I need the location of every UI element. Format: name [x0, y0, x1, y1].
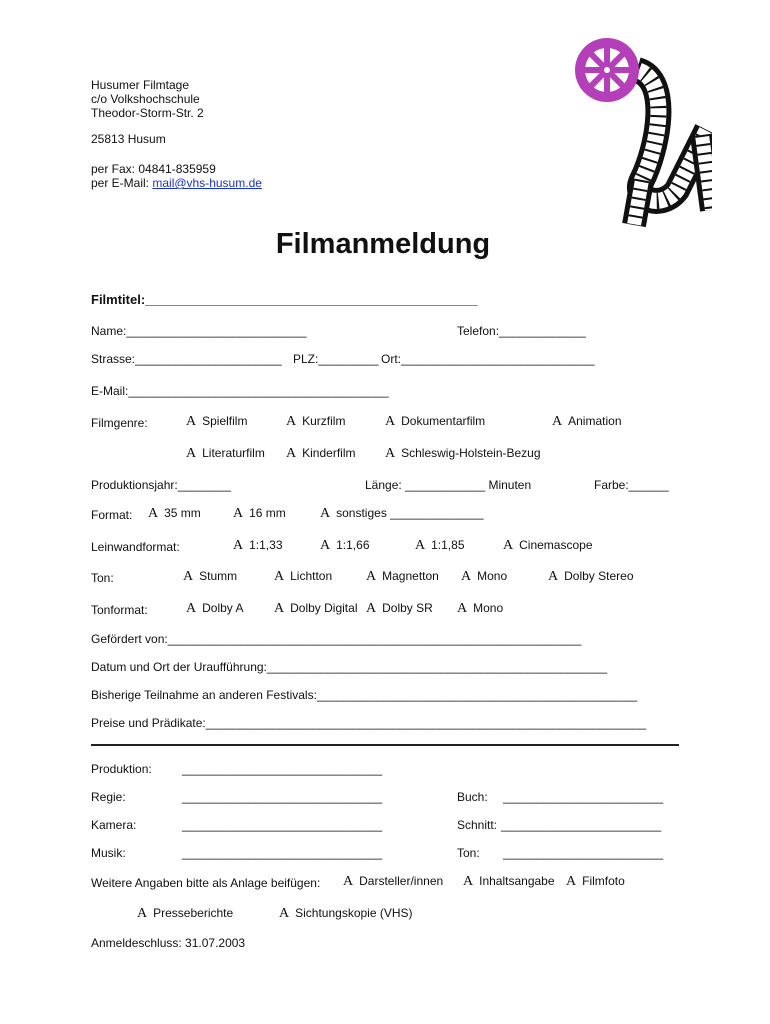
- filmgenre-label: Filmgenre:: [91, 416, 148, 430]
- filmtitel-field[interactable]: Filmtitel:______________________________________________: [91, 292, 478, 307]
- genre-option-kinderfilm[interactable]: [286, 446, 355, 462]
- regie-input[interactable]: ______________________________: [182, 790, 383, 804]
- format-option-35mm[interactable]: [148, 506, 201, 522]
- checkbox-icon[interactable]: A: [148, 506, 159, 521]
- genre-option-kurzfilm[interactable]: [286, 414, 345, 430]
- option-label: Stumm: [199, 569, 238, 583]
- sender-address: [91, 78, 262, 190]
- address-city: 25813 Husum: [91, 132, 166, 146]
- format-option-16mm[interactable]: [233, 506, 286, 522]
- checkbox-icon[interactable]: A: [566, 874, 577, 889]
- checkbox-icon[interactable]: A: [186, 446, 197, 461]
- address-line-1: Husumer Filmtage: [91, 78, 190, 92]
- email-prefix: per E-Mail:: [91, 176, 153, 190]
- checkbox-icon[interactable]: A: [366, 569, 377, 584]
- anlage-option-presseberichte[interactable]: [137, 906, 233, 922]
- ort-field[interactable]: Ort:_____________________________: [381, 352, 595, 366]
- ton-option-magnetton[interactable]: [366, 569, 439, 585]
- checkbox-icon[interactable]: A: [279, 906, 290, 921]
- checkbox-icon[interactable]: A: [233, 506, 244, 521]
- produktion-input[interactable]: ______________________________: [182, 762, 383, 776]
- option-label: 16 mm: [249, 506, 286, 520]
- option-label: Mono: [477, 569, 508, 583]
- checkbox-icon[interactable]: A: [286, 446, 297, 461]
- produktion-label: Produktion:: [91, 762, 152, 776]
- option-label: Animation: [568, 414, 622, 428]
- email-field[interactable]: E-Mail:_______________________________________: [91, 384, 389, 398]
- address-line-3: Theodor-Storm-Str. 2: [91, 106, 204, 120]
- strasse-field[interactable]: Strasse:______________________: [91, 352, 282, 366]
- option-label: Kinderfilm: [302, 446, 356, 460]
- option-label: Schleswig-Holstein-Bezug: [401, 446, 541, 460]
- checkbox-icon[interactable]: A: [320, 506, 331, 521]
- option-label: Inhaltsangabe: [479, 874, 555, 888]
- format-label: Format:: [91, 508, 133, 522]
- anlage-option-inhaltsangabe[interactable]: [463, 874, 555, 890]
- checkbox-icon[interactable]: A: [274, 569, 285, 584]
- checkbox-icon[interactable]: A: [233, 538, 244, 553]
- option-label: Lichtton: [290, 569, 333, 583]
- option-label: Magnetton: [382, 569, 439, 583]
- ton-crew-input[interactable]: ________________________: [503, 846, 664, 860]
- festivals-field[interactable]: Bisherige Teilnahme an anderen Festivals:________________________________________________: [91, 688, 638, 702]
- regie-label: Regie:: [91, 790, 126, 804]
- leinwand-option-cinemascope[interactable]: [503, 538, 593, 554]
- leinwand-option-185[interactable]: [415, 538, 465, 554]
- anlage-option-darsteller[interactable]: [343, 874, 443, 890]
- section-divider: [91, 744, 679, 746]
- email-link[interactable]: mail@vhs-husum.de: [152, 176, 262, 190]
- ton-option-stumm[interactable]: [183, 569, 237, 585]
- schnitt-label: Schnitt:: [457, 818, 498, 832]
- ton-option-lichtton[interactable]: [274, 569, 332, 585]
- option-label: Literaturfilm: [202, 446, 265, 460]
- checkbox-icon[interactable]: A: [366, 601, 377, 616]
- ton-label: Ton:: [91, 571, 114, 585]
- genre-option-spielfilm[interactable]: [186, 414, 247, 430]
- anlage-label: Weitere Angaben bitte als Anlage beifügen:: [91, 876, 321, 890]
- leinwandformat-label: Leinwandformat:: [91, 540, 180, 554]
- ton-crew-label: Ton:: [457, 846, 480, 860]
- option-label: Kurzfilm: [302, 414, 346, 428]
- option-label: Dokumentarfilm: [401, 414, 486, 428]
- leinwand-option-133[interactable]: [233, 538, 283, 554]
- schnitt-input[interactable]: ________________________: [501, 818, 662, 832]
- checkbox-icon[interactable]: A: [457, 601, 468, 616]
- checkbox-icon[interactable]: A: [552, 414, 563, 429]
- option-label: Filmfoto: [582, 874, 625, 888]
- kamera-input[interactable]: ______________________________: [182, 818, 383, 832]
- produktionsjahr-field[interactable]: Produktionsjahr:________: [91, 478, 232, 492]
- tonformat-option-dolby-sr[interactable]: [366, 601, 433, 617]
- musik-input[interactable]: ______________________________: [182, 846, 383, 860]
- anlage-option-filmfoto[interactable]: [566, 874, 625, 890]
- option-label: Darsteller/innen: [359, 874, 444, 888]
- checkbox-icon[interactable]: A: [461, 569, 472, 584]
- tonformat-option-dolby-a[interactable]: [186, 601, 243, 617]
- film-reel-icon: [562, 30, 712, 230]
- buch-input[interactable]: ________________________: [503, 790, 664, 804]
- checkbox-icon[interactable]: A: [320, 538, 331, 553]
- checkbox-icon[interactable]: A: [186, 601, 197, 616]
- checkbox-icon[interactable]: A: [463, 874, 474, 889]
- ton-option-dolby-stereo[interactable]: [548, 569, 634, 585]
- option-label: Presseberichte: [153, 906, 234, 920]
- leinwand-option-166[interactable]: [320, 538, 370, 554]
- genre-option-animation[interactable]: [552, 414, 622, 430]
- option-label: Dolby A: [202, 601, 244, 615]
- ton-option-mono[interactable]: [461, 569, 507, 585]
- option-label: Dolby Stereo: [564, 569, 634, 583]
- checkbox-icon[interactable]: A: [385, 414, 396, 429]
- laenge-field[interactable]: Länge: ____________ Minuten: [365, 478, 532, 492]
- option-label: Dolby Digital: [290, 601, 358, 615]
- checkbox-icon[interactable]: A: [186, 414, 197, 429]
- urauffuehrung-field[interactable]: Datum und Ort der Uraufführung:___________________________________________________: [91, 660, 608, 674]
- fax-number: per Fax: 04841-835959: [91, 162, 216, 176]
- preise-field[interactable]: Preise und Prädikate:__________________________________________________________________: [91, 716, 647, 730]
- genre-option-literaturfilm[interactable]: [186, 446, 265, 462]
- checkbox-icon[interactable]: A: [137, 906, 148, 921]
- kamera-label: Kamera:: [91, 818, 137, 832]
- format-option-sonstiges[interactable]: [320, 506, 484, 522]
- option-label: 35 mm: [164, 506, 201, 520]
- option-label: Cinemascope: [519, 538, 593, 552]
- anlage-option-sichtungskopie[interactable]: [279, 906, 413, 922]
- email-line: [91, 176, 262, 190]
- page-title: Filmanmeldung: [275, 228, 491, 260]
- option-label: sonstiges ______________: [336, 506, 484, 520]
- checkbox-icon[interactable]: A: [183, 569, 194, 584]
- checkbox-icon[interactable]: A: [415, 538, 426, 553]
- checkbox-icon[interactable]: A: [385, 446, 396, 461]
- option-label: Sichtungskopie (VHS): [295, 906, 413, 920]
- address-line-2: c/o Volkshochschule: [91, 92, 200, 106]
- option-label: 1:1,85: [431, 538, 465, 552]
- tonformat-option-mono[interactable]: [457, 601, 503, 617]
- genre-option-sh-bezug[interactable]: [385, 446, 541, 462]
- musik-label: Musik:: [91, 846, 126, 860]
- checkbox-icon[interactable]: A: [503, 538, 514, 553]
- gefoerdert-field[interactable]: Gefördert von:______________________________________________________________: [91, 632, 582, 646]
- deadline-text: Anmeldeschluss: 31.07.2003: [91, 936, 246, 950]
- genre-option-dokumentarfilm[interactable]: [385, 414, 485, 430]
- option-label: Spielfilm: [202, 414, 248, 428]
- option-label: Mono: [473, 601, 504, 615]
- buch-label: Buch:: [457, 790, 488, 804]
- telefon-field[interactable]: Telefon:_____________: [457, 324, 586, 338]
- checkbox-icon[interactable]: A: [343, 874, 354, 889]
- option-label: 1:1,33: [249, 538, 283, 552]
- tonformat-label: Tonformat:: [91, 603, 148, 617]
- farbe-field[interactable]: Farbe:______: [594, 478, 669, 492]
- checkbox-icon[interactable]: A: [548, 569, 559, 584]
- name-field[interactable]: Name:___________________________: [91, 324, 307, 338]
- checkbox-icon[interactable]: A: [286, 414, 297, 429]
- option-label: Dolby SR: [382, 601, 433, 615]
- checkbox-icon[interactable]: A: [274, 601, 285, 616]
- tonformat-option-dolby-digital[interactable]: [274, 601, 357, 617]
- option-label: 1:1,66: [336, 538, 370, 552]
- plz-field[interactable]: PLZ:_________: [293, 352, 379, 366]
